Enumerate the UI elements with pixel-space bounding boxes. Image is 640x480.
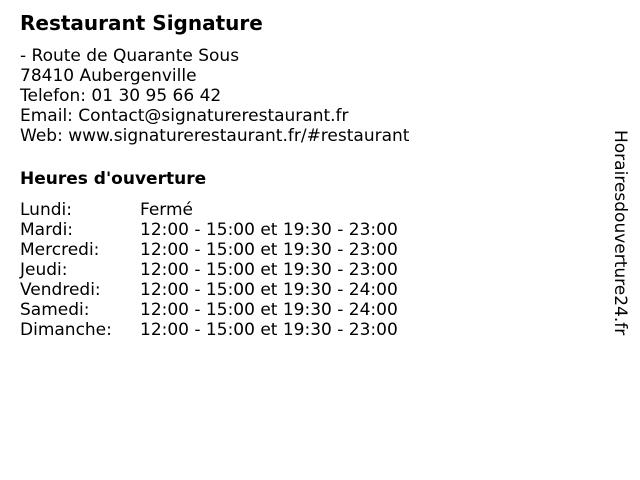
hours-row (20, 300, 398, 320)
hours-row (20, 320, 398, 340)
hours-row (20, 260, 398, 280)
page-title: Restaurant Signature (20, 11, 263, 35)
phone-line: Telefon: 01 30 95 66 42 (20, 86, 222, 106)
hours-row (20, 280, 398, 300)
day-label: Mercredi: (20, 240, 100, 260)
day-hours: 12:00 - 15:00 et 19:30 - 23:00 (140, 220, 398, 240)
day-label: Samedi: (20, 300, 90, 320)
main-content (20, 10, 580, 340)
day-hours: 12:00 - 15:00 et 19:30 - 24:00 (140, 300, 398, 320)
opening-hours-table (20, 200, 398, 340)
hours-heading: Heures d'ouverture (20, 169, 207, 189)
day-label: Vendredi: (20, 280, 101, 300)
day-hours: Fermé (140, 200, 194, 220)
hours-row (20, 240, 398, 260)
day-hours: 12:00 - 15:00 et 19:30 - 24:00 (140, 280, 398, 300)
hours-row (20, 220, 398, 240)
day-label: Lundi: (20, 200, 72, 220)
web-line: Web: www.signaturerestaurant.fr/#restaurant (20, 126, 410, 146)
day-hours: 12:00 - 15:00 et 19:30 - 23:00 (140, 240, 398, 260)
site-watermark: Horairesdouverture24.fr (610, 130, 630, 336)
day-label: Dimanche: (20, 320, 112, 340)
day-label: Mardi: (20, 220, 74, 240)
day-hours: 12:00 - 15:00 et 19:30 - 23:00 (140, 260, 398, 280)
address-street: - Route de Quarante Sous (20, 46, 240, 66)
contact-block (20, 46, 580, 146)
email-line: Email: Contact@signaturerestaurant.fr (20, 106, 349, 126)
address-city: 78410 Aubergenville (20, 66, 197, 86)
day-label: Jeudi: (20, 260, 68, 280)
hours-row (20, 200, 398, 220)
day-hours: 12:00 - 15:00 et 19:30 - 23:00 (140, 320, 398, 340)
